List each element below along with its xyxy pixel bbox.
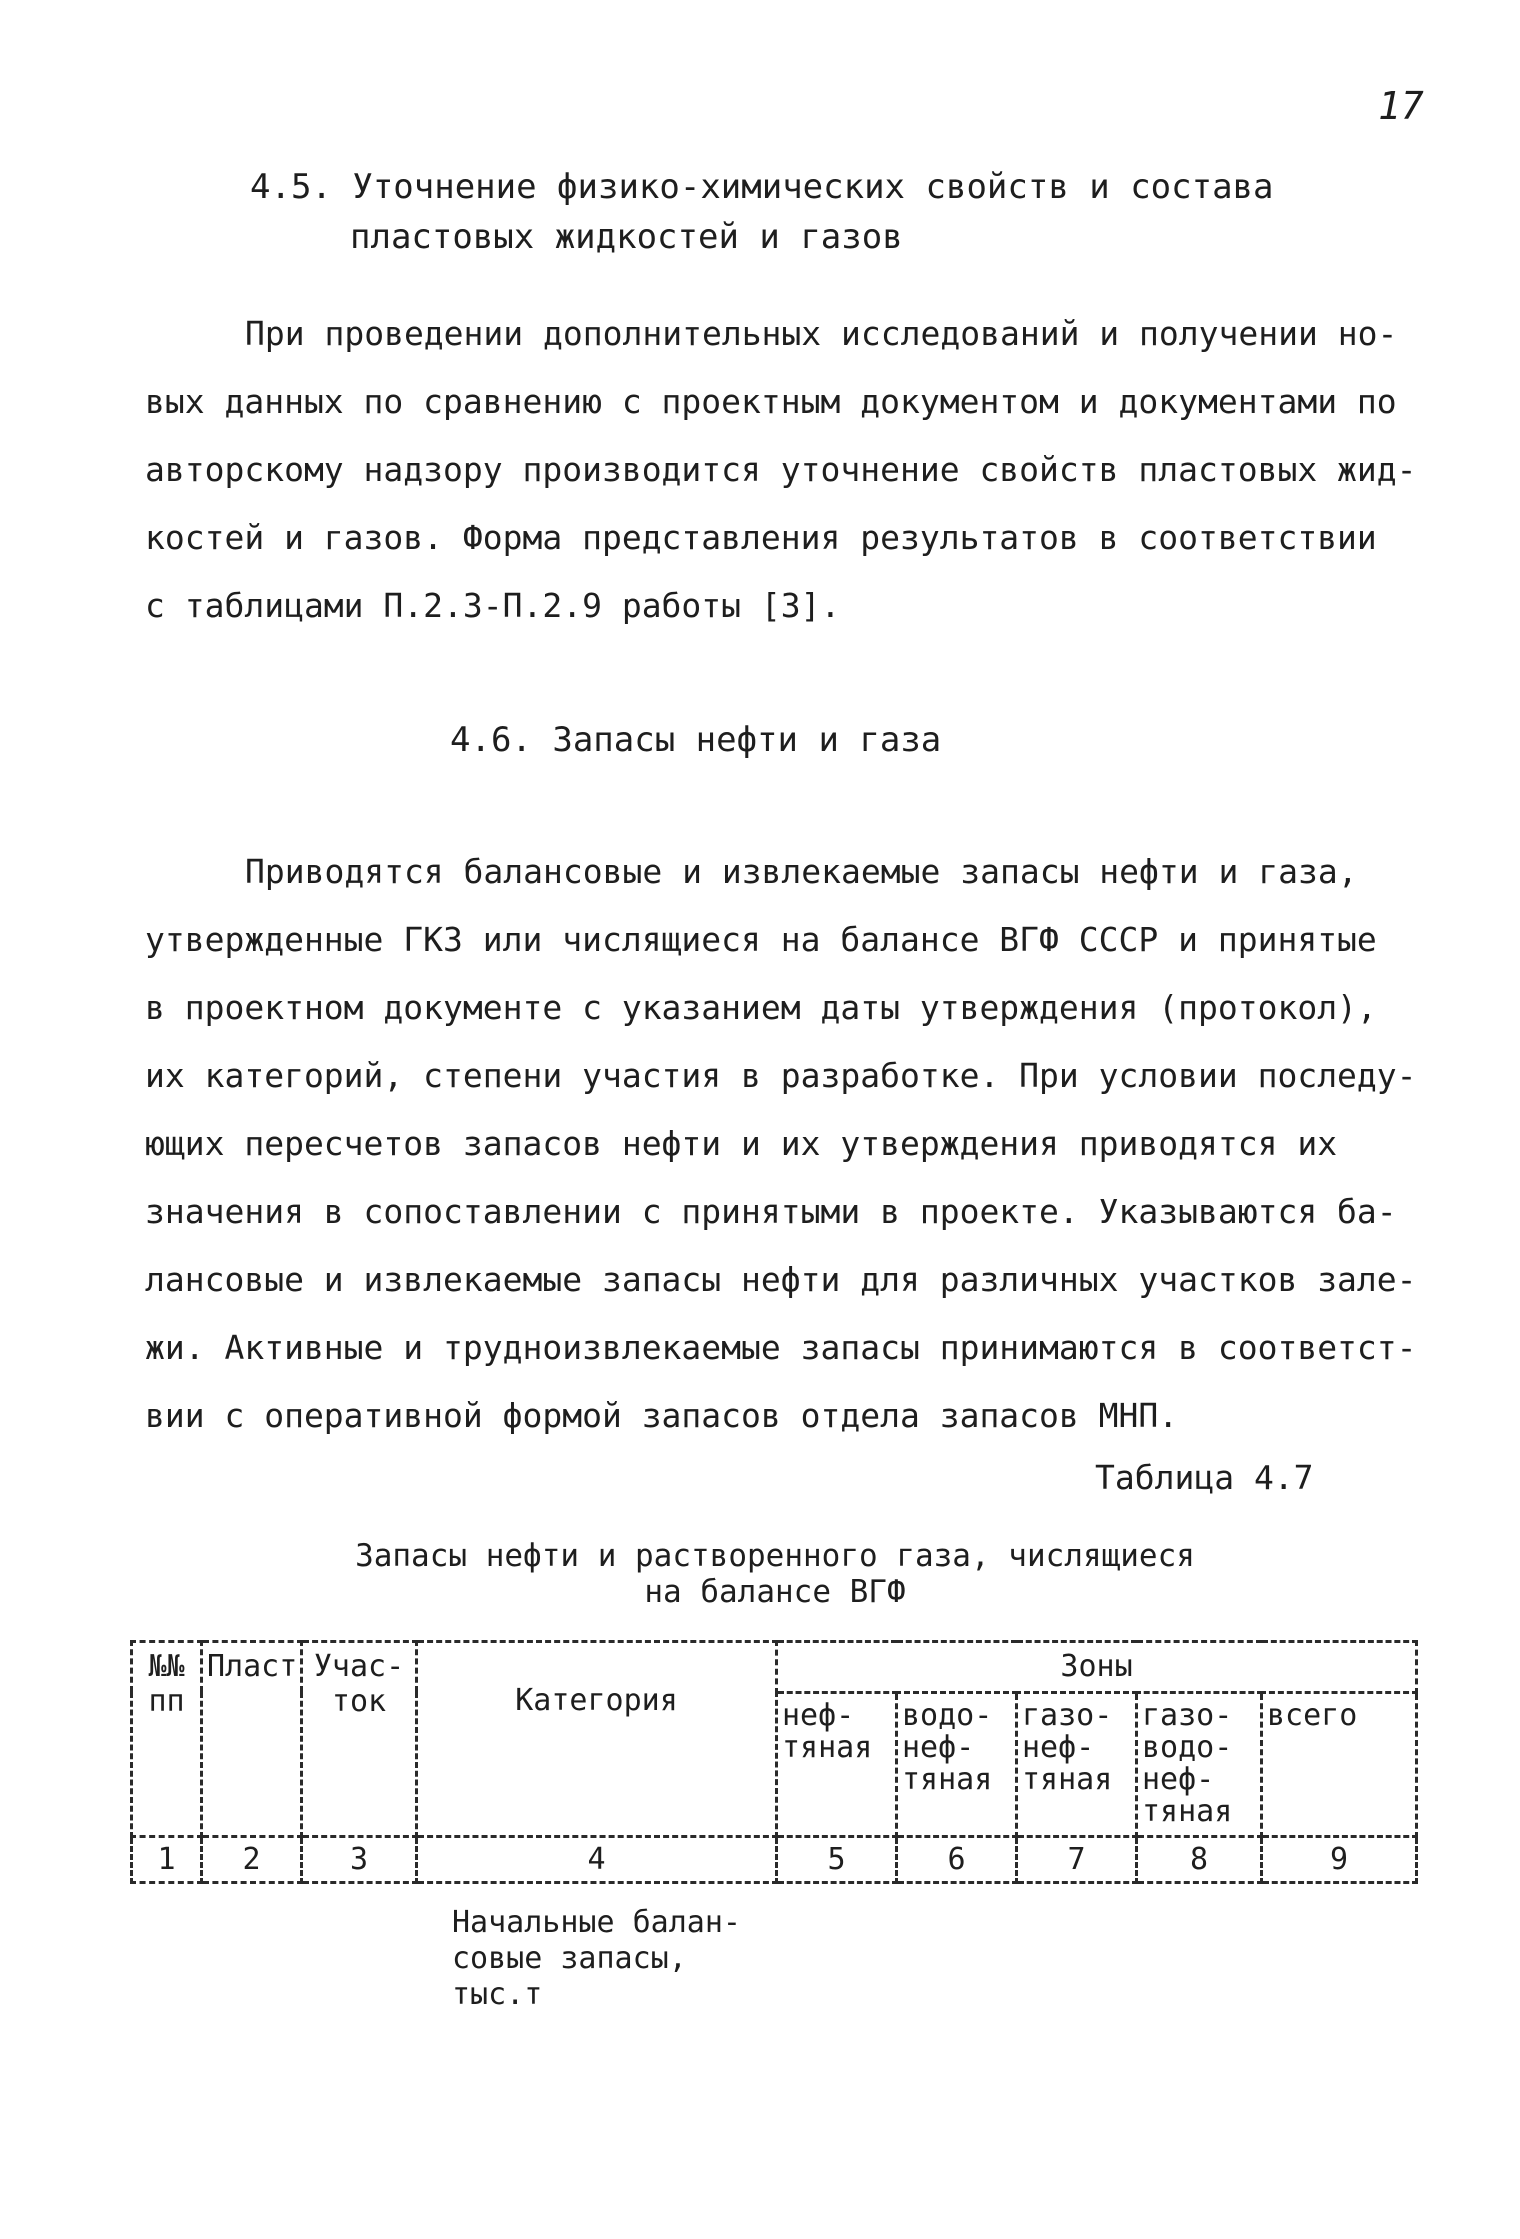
paragraph-line: костей и газов. Форма представления результатов в соответствии <box>145 518 1377 557</box>
header-zone-gazoneftyanaya: газо- неф- тяная <box>1017 1692 1137 1836</box>
column-number: 6 <box>897 1837 1017 1883</box>
header-zone-gazovodoneftyanaya: газо- водо- неф- тяная <box>1137 1692 1262 1836</box>
table-title-line2: на балансе ВГФ <box>644 1574 906 1610</box>
header-uchastok: Учас- ток <box>302 1642 417 1837</box>
paragraph-line: жи. Активные и трудноизвлекаемые запасы принимаются в соответст- <box>145 1328 1417 1367</box>
paragraph-line: их категорий, степени участия в разработке. При условии последу- <box>145 1056 1417 1095</box>
header-num: №№ пп <box>132 1642 202 1837</box>
paragraph-line: с таблицами П.2.3-П.2.9 работы [3]. <box>145 586 841 625</box>
header-kategoriya: Категория <box>417 1642 777 1837</box>
first-row-line: совые запасы, <box>452 1941 687 1976</box>
paragraph-line: Приводятся балансовые и извлекаемые запасы нефти и газа, <box>245 852 1358 891</box>
paragraph-line: При проведении дополнительных исследований и получении но- <box>245 314 1398 353</box>
paragraph-line: авторскому надзору производится уточнение свойств пластовых жид- <box>145 450 1417 489</box>
paragraph-line: вых данных по сравнению с проектным документом и документами по <box>145 382 1397 421</box>
header-plast: Пласт <box>202 1642 302 1837</box>
column-number: 3 <box>302 1837 417 1883</box>
table-first-row-label <box>452 1905 741 2013</box>
column-number: 4 <box>417 1837 777 1883</box>
section-4-5-paragraph <box>145 300 1417 640</box>
paragraph-line: ющих пересчетов запасов нефти и их утверждения приводятся их <box>145 1124 1338 1163</box>
section-4-5-heading <box>250 162 1274 262</box>
column-number: 7 <box>1017 1837 1137 1883</box>
paragraph-line: значения в сопоставлении с принятыми в проекте. Указываются ба- <box>145 1192 1397 1231</box>
section-4-6-heading: 4.6. Запасы нефти и газа <box>450 720 942 760</box>
header-zone-vsego: всего <box>1262 1692 1417 1836</box>
paragraph-line: лансовые и извлекаемые запасы нефти для различных участков зале- <box>145 1260 1417 1299</box>
first-row-line: тыс.т <box>452 1977 543 2012</box>
column-number: 9 <box>1262 1837 1417 1883</box>
header-zone-neftyanaya: неф- тяная <box>777 1692 897 1836</box>
table-label: Таблица 4.7 <box>1095 1458 1314 1497</box>
first-row-line: Начальные балан- <box>452 1905 741 1940</box>
section-4-5-heading-line2: пластовых жидкостей и газов <box>350 217 903 257</box>
header-zony: Зоны <box>777 1642 1417 1693</box>
column-number: 5 <box>777 1837 897 1883</box>
section-4-6-paragraph <box>145 838 1417 1450</box>
paragraph-line: в проектном документе с указанием даты утверждения (протокол), <box>145 988 1377 1027</box>
reserves-table <box>130 1640 1418 1884</box>
header-zone-vodoneftyanaya: водо- неф- тяная <box>897 1692 1017 1836</box>
table-title <box>275 1538 1275 1610</box>
section-4-5-heading-line1: 4.5. Уточнение физико-химических свойств и состава <box>250 167 1274 207</box>
page-number: 17 <box>1378 84 1424 128</box>
column-number: 8 <box>1137 1837 1262 1883</box>
table-title-line1: Запасы нефти и растворенного газа, числящиеся <box>355 1538 1195 1574</box>
paragraph-line: вии с оперативной формой запасов отдела запасов МНП. <box>145 1396 1179 1435</box>
column-number: 2 <box>202 1837 302 1883</box>
column-number: 1 <box>132 1837 202 1883</box>
paragraph-line: утвержденные ГКЗ или числящиеся на балансе ВГФ СССР и принятые <box>145 920 1377 959</box>
